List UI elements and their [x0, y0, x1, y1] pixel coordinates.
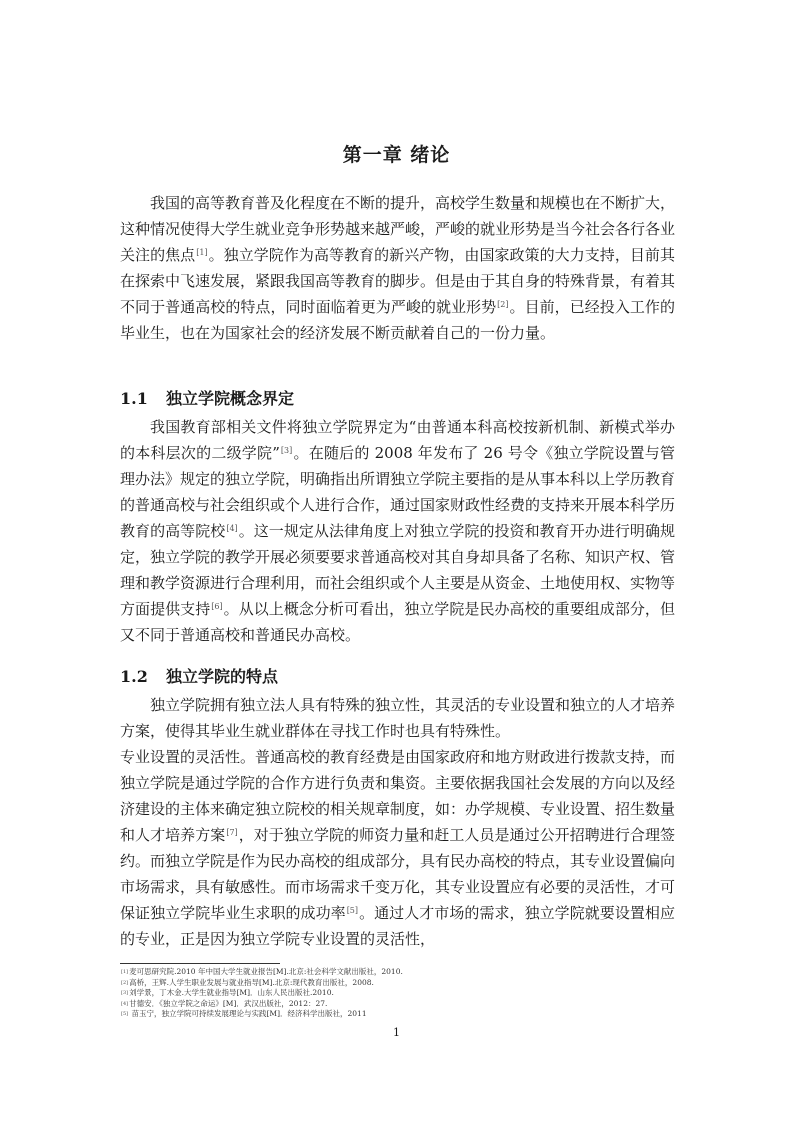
footnote-mark: [4] — [121, 1000, 129, 1007]
section-1-1-text-4: 。从以上概念分析可看出，独立学院是民办高校的重要组成部分，但又不同于普通高校和普通民办高校。 — [120, 600, 675, 644]
citation-6[interactable]: [6] — [211, 602, 223, 611]
footnote-mark: [3] — [121, 990, 129, 996]
section-1-1-text-2: 。在随后的 2008 年发布了 26 号令《独立学院设置与管理办法》规定的独立学院，明确指出所谓独立学院主要指的是从事本科以上学历教育的普通高校与社会组织或个人进行合作，通过国家财政性经费的支持来开展本科学历教育的高等院校 — [120, 444, 676, 540]
section-number: 1.2 — [120, 667, 148, 686]
footnote-text: 麦可思研究院.2010 年中国大学生就业报告[M].北京:社会科学文献出版社，2010. — [129, 967, 403, 976]
footnote-text: 高桥，王辉.人学生职业发展与就业指导[M].北京:现代教育出版社，2008. — [129, 977, 374, 987]
footnote — [120, 967, 675, 978]
section-number: 1.1 — [120, 389, 148, 408]
citation-1[interactable]: [1] — [196, 248, 208, 257]
footnote-mark: [1] — [121, 969, 129, 975]
footnote-text: 刘学景，丁木金.大学生就业指导[M]．山东人民出版社.2010. — [129, 988, 334, 997]
citation-2[interactable]: [2] — [497, 300, 509, 309]
footnote — [120, 1009, 675, 1020]
section-1-1-text-1: 我国教育部相关文件将独立学院界定为“由普通本科高校按新机制、新模式举办的本科层次的二级学院” — [120, 418, 675, 462]
section-heading-1-1 — [120, 386, 294, 409]
footnote — [120, 978, 675, 989]
intro-text-3: 。目前，已经投入工作的毕业生，也在为国家社会的经济发展不断贡献着自己的一份力量。 — [120, 298, 675, 342]
section-1-2-text-3: 。通过人才市场的需求，独立学院就要设置相应的专业，正是因为独立学院专业设置的灵活性， — [120, 904, 675, 948]
intro-paragraph — [120, 190, 675, 346]
citation-4[interactable]: [4] — [226, 524, 238, 533]
footnotes — [120, 967, 675, 1020]
footnote-mark: [2] — [121, 979, 129, 986]
citation-5[interactable]: [5] — [346, 906, 359, 915]
footnote-text: 甘德安．《独立学院之命运》[M]．武汉出版社，2012：27. — [129, 998, 328, 1008]
section-title: 独立学院概念界定 — [166, 389, 295, 408]
section-1-2-paragraph-1: 独立学院拥有独立法人具有特殊的独立性，其灵活的专业设置和独立的人才培养方案，使得其毕业生就业群体在寻找工作时也具有特殊性。 — [120, 696, 676, 740]
section-heading-1-2 — [120, 664, 278, 687]
chapter-title: 第一章 绪论 — [342, 144, 451, 166]
intro-text-2: 。独立学院作为高等教育的新兴产物，由国家政策的大力支持，目前其在探索中飞速发展，紧跟我国高等教育的脚步。但是由于其自身的特殊背景，有着其不同于普通高校的特点，同时面临着更为严峻的就业形势 — [120, 246, 676, 316]
section-title: 独立学院的特点 — [166, 667, 279, 686]
section-1-2-text-2: ，对于独立学院的师资力量和赶工人员是通过公开招聘进行合理签约。而独立学院是作为民办高校的组成部分，具有民办高校的特点，其专业设置偏向市场需求，具有敏感性。而市场需求千变万化，其专业设置应有必要的灵活性，才可保证独立学院毕业生求职的成功率 — [120, 826, 676, 922]
citation-7[interactable]: [7] — [226, 828, 238, 837]
citation-3[interactable]: [3] — [280, 446, 293, 455]
section-1-2-body — [120, 692, 675, 952]
section-1-1-paragraph — [120, 414, 675, 648]
section-1-2-paragraph-2 — [120, 744, 675, 952]
section-1-2-text-1: 专业设置的灵活性。普通高校的教育经费是由国家政府和地方财政进行拨款支持，而独立学院是通过学院的合作方进行负责和集资。主要依据我国社会发展的方向以及经济建设的主体来确定独立院校的相关规章制度，如：办学规模、专业设置、招生数量和人才培养方案 — [120, 748, 676, 844]
footnote-divider — [120, 963, 280, 964]
section-1-1-text-3: 。这一规定从法律角度上对独立学院的投资和教育开办进行明确规定，独立学院的教学开展必须要要求普通高校对其自身却具备了名称、知识产权、管理和教学资源进行合理利用，而社会组织或个人主要是从资金、土地使用权、实物等方面提供支持 — [120, 522, 676, 618]
intro-text-1: 我国的高等教育普及化程度在不断的提升，高校学生数量和规模也在不断扩大，这种情况使得大学生就业竞争形势越来越严峻，严峻的就业形势是当今社会各行各业关注的焦点 — [120, 194, 676, 264]
footnote-mark: [5] — [121, 1011, 129, 1017]
footnote — [120, 988, 675, 999]
footnote-text: 苗玉宁，独立学院可持续发展理论与实践[M]．经济科学出版社，2011 — [129, 1009, 367, 1018]
footnote — [120, 999, 675, 1010]
page-number: 1 — [393, 1026, 400, 1039]
